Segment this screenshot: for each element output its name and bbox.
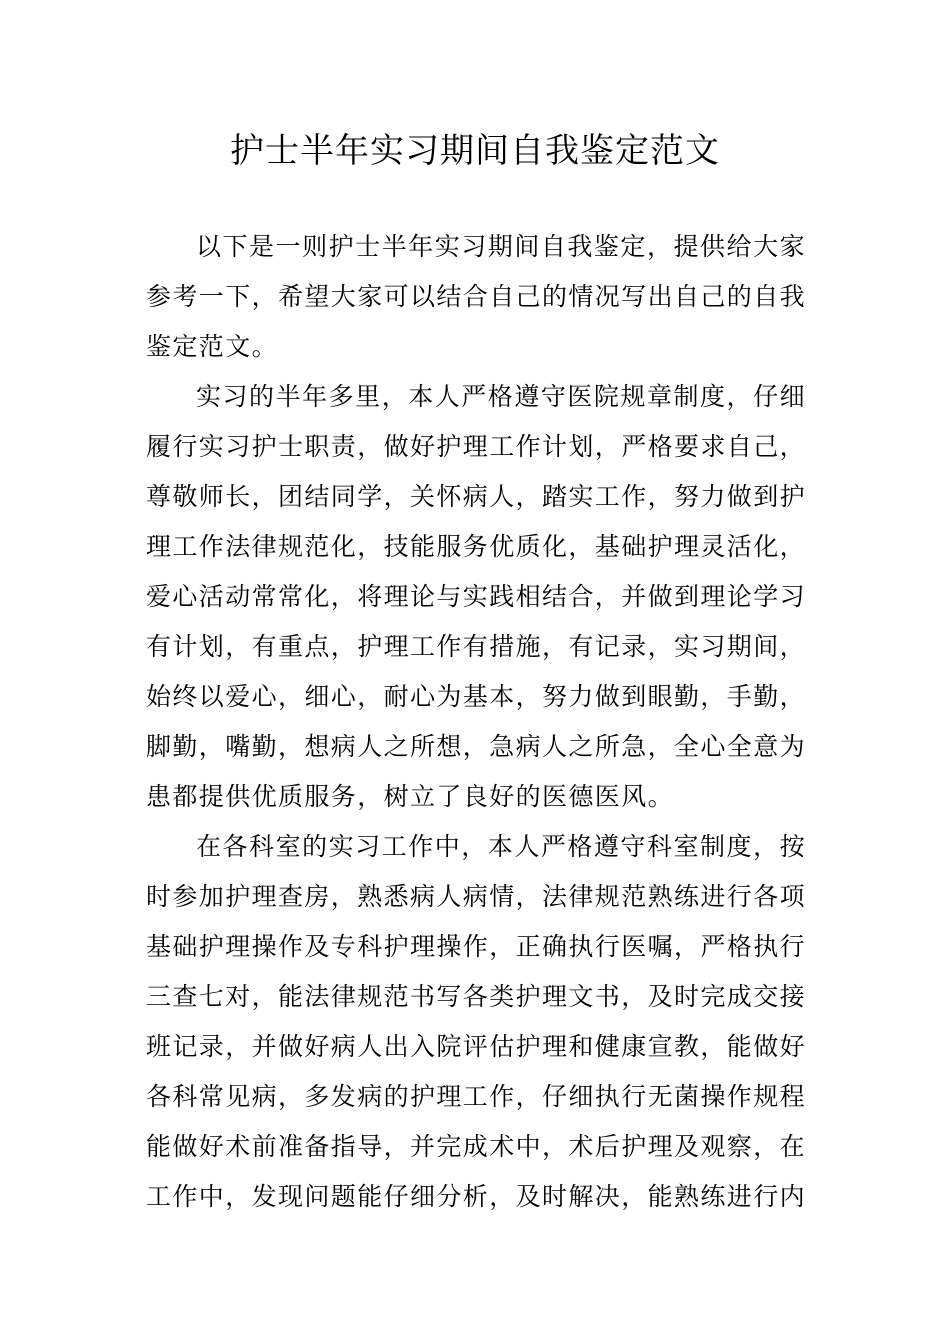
document-title: 护士半年实习期间自我鉴定范文 <box>230 131 720 171</box>
paragraph-department-work: 在各科室的实习工作中，本人严格遵守科室制度，按时参加护理查房，熟悉病人病情，法律规范熟练进行各项基础护理操作及专科护理操作，正确执行医嘱，严格执行三查七对，能法律规范书写各类护理文书，及时完成交接班记录，并做好病人出入院评估护理和健康宣教，能做好各科常见病，多发病的护理工作，仔细执行无菌操作规程能做好术前准备指导，并完成术中，术后护理及观察，在工作中，发现问题能仔细分析，及时解决，能熟练进行内 <box>146 832 807 1211</box>
paragraph-conduct: 实习的半年多里，本人严格遵守医院规章制度，仔细履行实习护士职责，做好护理工作计划，严格要求自己，尊敬师长，团结同学，关怀病人，踏实工作，努力做到护理工作法律规范化，技能服务优质化，基础护理灵活化，爱心活动常常化，将理论与实践相结合，并做到理论学习有计划，有重点，护理工作有措施，有记录，实习期间，始终以爱心，细心，耐心为基本，努力做到眼勤，手勤，脚勤，嘴勤，想病人之所想，急病人之所急，全心全意为患都提供优质服务，树立了良好的医德医风。 <box>146 382 807 811</box>
paragraph-intro: 以下是一则护士半年实习期间自我鉴定，提供给大家参考一下，希望大家可以结合自己的情况写出自己的自我鉴定范文。 <box>146 232 807 361</box>
document-body <box>146 222 806 1222</box>
